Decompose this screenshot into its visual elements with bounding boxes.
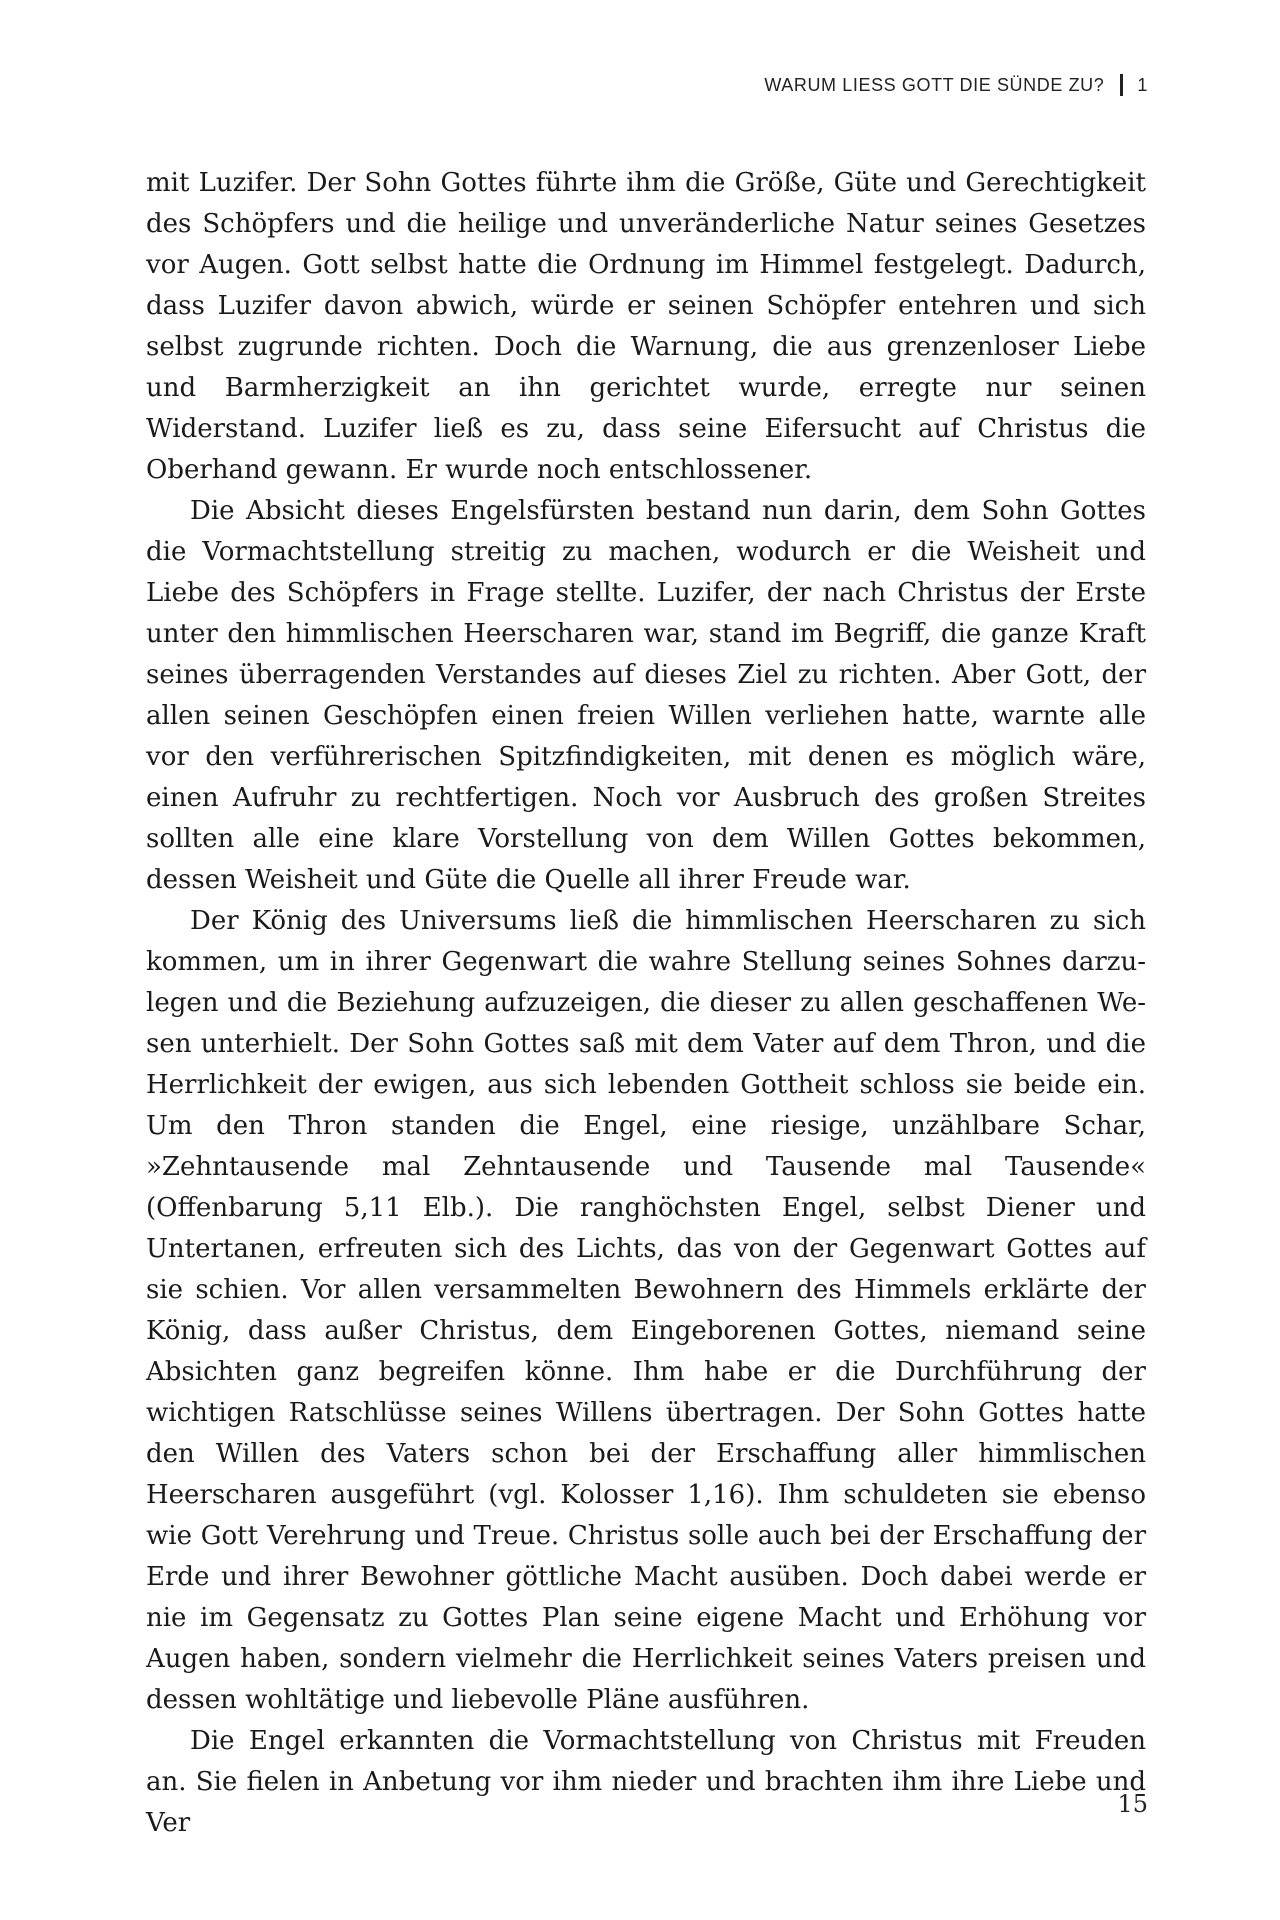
paragraph: Die Engel erkannten die Vormachtstellung von Christus mit Freuden an. Sie fielen in Anbetung vor ihm nieder und brachten ihm ihre Liebe und Ver: [146, 1726, 1146, 1838]
running-header: [764, 72, 1148, 98]
page-number: 15: [1117, 1790, 1148, 1818]
header-divider: [1120, 74, 1123, 96]
body-text: [146, 163, 1146, 1844]
paragraph: Die Absicht dieses Engelsfürsten bestand nun darin, dem Sohn Gottes die Vormachtstellung streitig zu machen, wodurch er die Weisheit und Liebe des Schöpfers in Frage stellte. Luzifer, der nach Christus der Erste unter den himmlischen Heerscharen war, stand im Begriff, die ganze Kraft seines überragenden Verstandes auf dieses Ziel zu richten. Aber Gott, der allen seinen Geschöpfen einen freien Willen verliehen hatte, warnte alle vor den verführerischen Spitzfindigkeiten, mit denen es möglich wäre, einen Aufruhr zu rechtfertigen. Noch vor Ausbruch des großen Streites sollten alle eine klare Vorstellung von dem Willen Gottes bekommen, dessen Weisheit und Güte die Quelle all ihrer Freude war.: [146, 496, 1146, 895]
chapter-number: 1: [1137, 74, 1148, 95]
running-header-title: WARUM LIESS GOTT DIE SÜNDE ZU?: [764, 74, 1105, 95]
paragraph: mit Luzifer. Der Sohn Gottes führte ihm die Größe, Güte und Gerechtigkeit des Schöpfers und die heilige und unveränderliche Natur seines Gesetzes vor Augen. Gott selbst hatte die Ordnung im Himmel festgelegt. Dadurch, dass Luzifer davon abwich, würde er seinen Schöpfer entehren und sich selbst zugrunde richten. Doch die Warnung, die aus grenzenloser Liebe und Barmherzigkeit an ihn gerichtet wurde, erregte nur seinen Widerstand. Luzifer ließ es zu, dass seine Eifersucht auf Christus die Oberhand gewann. Er wurde noch entschlossener.: [146, 168, 1146, 485]
paragraph: Der König des Universums ließ die himmlischen Heerscharen zu sich kommen, um in ihrer Gegenwart die wahre Stellung seines Sohnes darzulegen und die Beziehung aufzuzeigen, die dieser zu allen geschaffenen Wesen unterhielt. Der Sohn Gottes saß mit dem Vater auf dem Thron, und die Herrlichkeit der ewigen, aus sich lebenden Gottheit schloss sie beide ein. Um den Thron standen die Engel, eine riesige, unzählbare Schar, »Zehntausende mal Zehntausende und Tausende mal Tausende« (Offenbarung 5,11 Elb.). Die ranghöchsten Engel, selbst Diener und Untertanen, erfreuten sich des Lichts, das von der Gegenwart Gottes auf sie schien. Vor allen versammelten Bewohnern des Himmels erklärte der König, dass außer Christus, dem Eingeborenen Gottes, niemand seine Absichten ganz begreifen könne. Ihm habe er die Durchführung der wichtigen Ratschlüsse seines Willens übertragen. Der Sohn Gottes hatte den Willen des Vaters schon bei der Erschaffung aller himmlischen Heerscharen ausgeführt (vgl. Kolosser 1,16). Ihm schuldeten sie ebenso wie Gott Verehrung und Treue. Christus solle auch bei der Erschaffung der Erde und ihrer Bewohner göttliche Macht ausüben. Doch dabei werde er nie im Gegensatz zu Gottes Plan seine eigene Macht und Erhöhung vor Augen haben, sondern vielmehr die Herrlichkeit seines Vaters preisen und dessen wohltätige und liebevolle Pläne ausführen.: [146, 906, 1146, 1715]
